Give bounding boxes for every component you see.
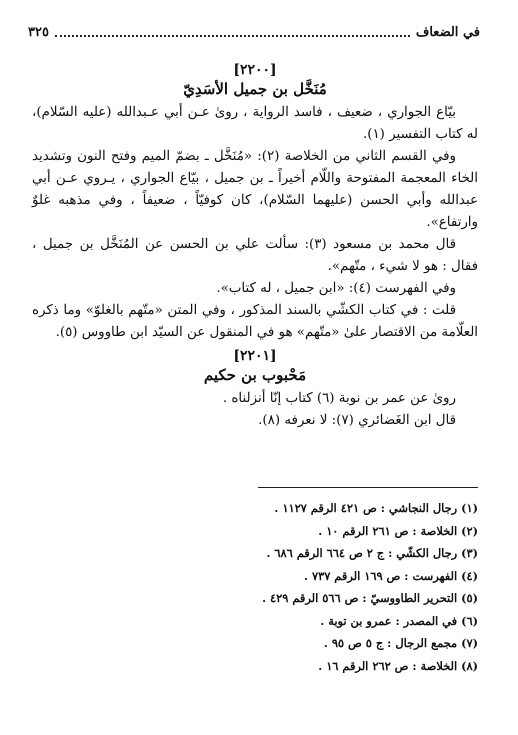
footnote: (٣) رجال الكشّي : ج ٢ ص ٦٦٤ الرقم ٦٨٦ .	[266, 546, 478, 560]
entry-number: [٢٢٠١]	[233, 348, 277, 364]
footnote: (٦) في المصدر : عمرو بن توبة .	[320, 613, 478, 628]
running-title: في الضعاف	[415, 24, 480, 40]
page-number: ٣٢٥	[28, 24, 49, 40]
leader-dots	[55, 27, 410, 37]
entry-paragraph: قال محمد بن مسعود (٣): سألت علي بن الحسن عن المُنَخَّل بن جميل ، فقال : هو لا شيء ، متّهم».	[32, 237, 478, 274]
entry-name: مُنَخَّل بن جميل الأسَدِيّ	[183, 80, 327, 98]
entry-paragraph: بيّاع الجواري ، ضعيف ، فاسد الرواية ، روىٰ عـن أبي عـبدالله (عليه السّلام)، له كتاب التفسير (١).	[32, 105, 478, 142]
footnote: (٧) مجمع الرجال : ج ٥ ص ٩٥ .	[323, 636, 478, 650]
footnote-divider	[258, 487, 478, 488]
entry-paragraph: وفي القسم الثاني من الخلاصة (٢): «مُنَخَّل ـ بضمّ الميم وفتح النون وتشديد الخاء المعجمة المفتوحة واللّام أخيراً ـ بن جميل ، بيّاع الجواري ، يـروي عـن أبي عبدالله وأبي الحسن (عليهما السّلام)، كان كوفيّاً ، ضعيفاً ، وفي مذهبه غلوٌ وارتفاع».	[32, 149, 478, 230]
footnote: (٤) الفهرست : ص ١٦٩ الرقم ٧٣٧ .	[304, 568, 478, 583]
entry-paragraph: قال ابن الغَضائري (٧): لا نعرفه (٨).	[258, 413, 456, 428]
entry-name: مَحْبوب بن حكيم	[203, 366, 307, 384]
entry-paragraph: روىٰ عن عمر بن نوبة (٦) كتاب إنّا أنزلناه .	[222, 391, 456, 406]
footnote: (٢) الخلاصة : ص ٢٦١ الرقم ١٠ .	[318, 523, 478, 538]
entry-paragraph: قلت : في كتاب الكشّي بالسند المذكور ، وفي المتن «متّهم بالغلوّ» وما ذكره العلّامة من الاقتصار علىٰ «متّهم» هو في المنقول عن السيّد ابن طاووس (٥).	[32, 303, 478, 340]
entry-number: [٢٢٠٠]	[233, 62, 277, 78]
main-text	[32, 58, 478, 432]
footnote: (١) رجال النجاشي : ص ٤٢١ الرقم ١١٢٧ .	[274, 501, 478, 515]
entry-paragraph: وفي الفهرست (٤): «ابن جميل ، له كتاب».	[216, 281, 456, 296]
footnote: (٥) التحرير الطاووسيّ : ص ٥٦٦ الرقم ٤٢٩ .	[262, 591, 478, 605]
running-header	[28, 22, 480, 42]
footnotes	[40, 497, 478, 677]
footnote: (٨) الخلاصة : ص ٢٦٢ الرقم ١٦ .	[318, 658, 478, 673]
